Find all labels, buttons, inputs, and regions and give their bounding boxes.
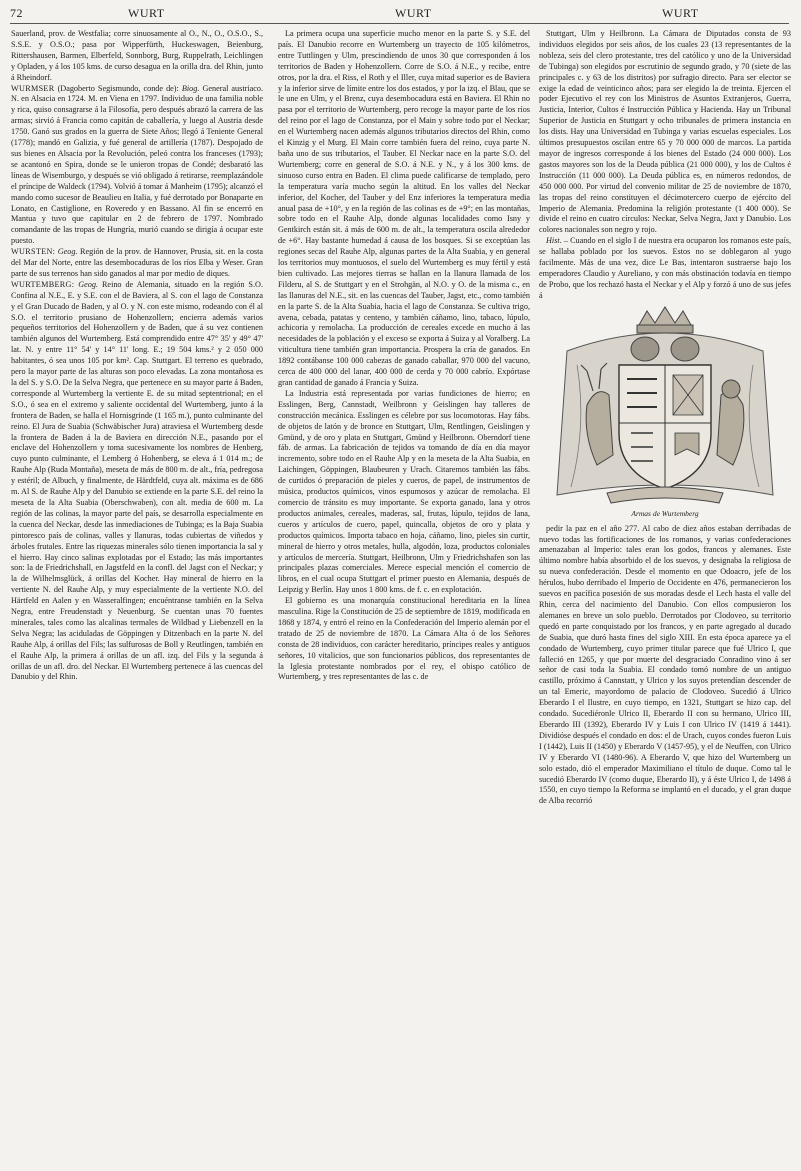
entry-headword: WURSTEN: [11,247,56,257]
page-number: 72 [10,6,23,20]
column-2 [278,29,530,1165]
running-head-left: WURT [128,6,165,20]
paragraph-hist [539,236,791,301]
entry-abbrev: Geog. [78,279,99,289]
entry-text: Región de la prov. de Hannover, Prusia, sit. en la costa del Mar del Norte, entre las desembocaduras de los ríos Elba y Weser. Gran parte de sus terrenos han sido ganados al mar por medio de diques. [11,247,263,278]
entry-wurmser [11,84,263,248]
page-header [10,2,789,24]
entry-abbrev: Hist. [546,236,562,246]
coat-of-arms-illustration [547,305,783,511]
figure-caption: Armas de Wurtemberg [631,508,699,518]
entry-headword: WURTEMBERG: [11,279,75,289]
entry-abbrev: Biog. [181,83,200,93]
entry-name: (Dagoberto Segismundo, conde de): [57,83,179,93]
entry-wurtemberg [11,280,263,684]
entry-abbrev: Geog. [57,247,78,257]
running-head-center: WURT [395,6,432,20]
running-head-right: WURT [662,6,699,20]
paragraph-text: – Cuando en el siglo I de nuestra era ocuparon los romanos este país, se hallaba poblado por los suevos. Estos no se doblegaron al yugo facilmente. Más de una vez, dice Le Bas, intentaron sustraerse bajo los emperadores Claudio y Aureliano, y con más obstinación todavía en tiempo de Probo, que los rechazó hasta el Neckar y el Alp y forzó á uno de sus jefes á [539,236,791,300]
coat-of-arms-figure [539,305,791,519]
paragraph: La primera ocupa una superficie mucho menor en la parte S. y S.E. del país. El Danubio recorre en Wurtemberg un trayecto de 105 kilómetros, entre Tuttlingen y Ulm, prescindiendo de unos 30 que corresponden á los territorios de Baden y Hohenzollern. Corre de S.O. á N.E., y recibe, entre otros, por la dra. el Riss, el Roth y el Iller, cuya mitad superior es de Baviera y la inferior sirve de límite entre los dos estados, y por la izq. el Blau, que se le une en Ulm, y el Brenz, cuya desembocadura está en Baviera. El Rhin no pasa por el territorio de Wurtemberg, pero recoge la mayor parte de los ríos del reino por el lago de Constanza, por el Main y sobre todo por el Neckar; en el Wurtemberg nacen además algunos tributarios directos del Rhin, como el Kinzig y el Murg. El Main corre también fuera del reino, cuya parte N. baña uno de sus tributarios, el Tauber. El Neckar nace en la parte S.O. del Wurtemberg; corre en general de S.O. á N.E. y N., y á los 300 kms. de sinuoso curso entra en Baden. El clima puede calificarse de templado, pero la temperatura varía mucho según la altitud. En los valles del Neckar inferior, del Kocher, del Tauber y del Enz inferiores la temperatura media anual pasa de +10°, y en la región de las colinas es de +9°; en las montañas, sobre todo en el Rauhe Alp, donde algunas localidades como Isny y Gentkirch están sit. á más de 600 m. de alt., la temperatura oscila alrededor de +6°. Hay bastante humedad á causa de los bosques. Si se exceptúan las regiones secas del Rauhe Alp, algunas partes de la Alta Suabia, y en general los territorios muy montuosos, el suelo del Wurtemberg es muy fértil y está bien cultivado. Las mejores tierras se hallan en la llanura llamada de los Filderu, al S. de Stuttgart y en el Strohgän, al N.O. y O. de la misma c., en las llanuras del N.E., sit. en las cuencas del Tauber, Jagst, etc., como también en la parte S. de la Alta Suabia, hacia el lago de Constanza. Se cultiva trigo, avena, cebada, patatas y centeno, y también cáñamo, lino, tabaco, lúpulo, achicoria y remolacha. La producción de cereales excede en mucho á las necesidades de la población y el exceso se exporta á Suiza y al Voralberg. La viticultura tiene también gran importancia. Prospera la cría de ganados. En 1892 contábanse 100 000 cabezas de ganado caballar, 970 000 del vacuno, cerca de 400 000 del lanar, 400 000 de cerda y 70 000 cabrío. Expórtase gran cantidad de ganado á Francia y Suiza. [278,29,530,387]
column-1 [11,29,263,1165]
entry-text: General austriaco. N. en Alsacia en 1724. M. en Viena en 1797. Individuo de una familia noble y rica, quiso consagrarse á la Filosofía, pero después abrazó la carrera de las armas; sirvió á Francia como capitán de caballería, y luego al Austria desde 1750. Ganó sus grados en la guerra de Siete Años; llegó á Teniente General (1778); mandó en Galizia, y fué general de artillería (1787). Despojado de sus bienes en Alsacia por la Revolución, peleó contra los franceses (1793); se acantonó en Spira, donde se le unieron tropas de Condé; desbarató las líneas de Wisemburgo, y después se vió obligado á retirarse, reemplazándole el príncipe de Waldeck (1794). Volvió á tomar á Manheim (1795); alcanzó el mando como sucesor de Beaulieu en Italia, y fué derrotado por Bonaparte en Lonato, en Castiglione, en Roveredo y en Bassano. Al fin se encerró en Mantua y tuvo que capitular en 2 de febrero de 1797. Nombrado comandante de las tropas de Hungría, murió cuando se dirigía á ocupar este puesto. [11,83,263,246]
paragraph: La Industria está representada por varias fundiciones de hierro; en Esslingen, Berg, Cannstadt, Weilbronn y Geislingen hay talleres de construcción mecánica. Esslingen es célebre por sus locomotoras. Hay fábs. de objetos de latón y de bronce en Stuttgart, Ulm, Rentlingen, Geislingen y Gmünd, y de oro y plata en Stuttgart, Gmünd y Heilbronn. Oberndorf tiene fáb. de armas. La fabricación de tejidos va tomando de día en día mayor incremento, sobre todo en el Rauhe Alp y en la meseta de la Alta Suabia, en Laichingen, Göppingen, Blaubeuren y Urach. Citaremos también las fábs. de curtidos ó preparación de pieles y cueros, de papel, de instrumentos de música, productos químicos, vinos espumosos y azúcar de remolacha. El comercio de tránsito es muy importante. Se exporta ganado, lana y otros productos animales, cereales, maderas, sal, frutas, lúpulo, tejidos de lana, cueros y artículos de cuero, papel, quincalla, objetos de oro y plata y productos químicos. Importa tabaco en hoja, cáñamo, lino, pieles sin curtir, mineral de hierro y otros metales, hulla, algodón, loza, productos coloniales y artículos de mercería. Stuttgart, Heilbronn, Ulm y Friedrichshafen son las principales plazas comerciales. Merece especial mención el comercio de libros, en el cual ocupa Stuttgart el primer puesto en Alemania, después de Leipzig y Berlín. Hay unos 1 800 kms. de f. c. en explotación. [278,388,530,595]
column-3 [539,29,791,1165]
paragraph: El gobierno es una monarquía constitucional hereditaria en la línea masculina. Rige la Constitución de 25 de septiembre de 1819, modificada en 1868 y 1874, y entró el reino en la Confederación del Imperio alemán por el tratado de 25 de noviembre de 1870. La Cámara Alta ó de los Señores consta de 28 individuos, con carácter hereditario, príncipes reales y antiguos señores, 10 vitalicios, que son funcionarios públicos, dos representantes de la Iglesia protestante nombrados por el rey, el obispo católico de Wurtemberg, y tres representantes de las c. de [278,596,530,682]
entry-wursten [11,247,263,280]
paragraph: pedir la paz en el año 277. Al cabo de diez años estaban derribadas de nuevo todas las fortificaciones de los romanos, y varias confederaciones amenazaban al Imperio: tales eran los godos, francos y alemanes. Este último nombre había absorbido el de los suevos, y designaba la religiosa de su nueva confederación. Desde el momento en que Odoacro, jefe de los hérulos, hubo derribado el Imperio de Occidente en 476, permanecieron los suevos en pacífica posesión de sus moradas desde el Lech hasta el valle del Rhin, cerca del nacimiento del Danubio. Con ellos compusieron los alemanes en breve un solo pueblo. Derrotados por Clodoveo, su territorio quedó en parte conquistado por los francos, y en parte agregado al ducado de Suabia, que duró hasta fines del siglo XIII. En esta época aparece ya el condado de Wurtemberg, cuyo primer titular parece que fué Ulrico I, que falleció en 1265, y que por muerte del desgraciado Conradino vino á ser señor de casi toda la Suabia. El condado tomó nombre de un antiguo castillo, próximo á Cannstatt, y Ulrico y los suyos pretendían descender de un tal Emeric, mayordomo de palacio de Clodoveo. Sucedió á Ulrico Eberardo I el Ilustre, en cuyo tiempo, en 1321, Stuttgart se hizo cap. del condado. Sucediéronle Ulrico II, Eberardo II con su hermano, Ulrico III, Eberardo III (1392), Eberardo IV y Luis I con Ulrico IV (1419 á 1441). Dividióse después el condado en dos: el de Urach, cuyos condes fueron Luis I (1442), Luis II (1450) y Eberardo V (1457-95), y el de Neuffen, con Ulrico IV y Eberardo VI (1480-96). A Eberardo V, que hizo del Wurtemberg un solo estado, dió el emperador Maximiliano el título de duque. Como tal le sucedió Eberardo IV (como duque, Eberardo II), y á éste Ulrico I, de 1498 á 1550, en cuyo tiempo la Reforma se implantó en el ducado, y el gran duque de Alba recorrió [539,523,791,806]
entry-text: Reino de Alemania, situado en la región S.O. Confina al N.E., E. y S.E. con el de Baviera, al S. con el lago de Constanza y el Gran Ducado de Baden, y al O. y N. con este mismo, rodeando con él al S.O. el territorio prusiano de Hohenzollern; encierra además varios pequeños territorios del Hohenzollern y de Baden, que á su vez contienen también algunos del Wurtemberg. Está comprendido entre 47° 35' y 49° 47' lat. N. y entre 11° 54' y 14° 11' long. E.; 19 504 kms.² y 2 050 000 habitantes, ó sea unos 105 por km². Cap. Stuttgart. El terreno es quebrado, pero la mayor parte de las alturas son poco elevadas. La zona montañosa es la del S. y S.O. De la Selva Negra, que pertenece en su mayor parte á Baden, corresponde al Wurtemberg la vertiente E. de su mitad septentrional; en el S.O., ó sea en el extremo y saliente occidental del Wurtemberg, junto á la frontera de Baden, se halla el Hornisgrinde (1 165 m.), punto culminante del reino. El Jura de Suabia (Schwäbischer Jura) atraviesa el Wurtemberg desde la frontera de Baden á la de Baviera en dirección N.E., pasando por el enclave del Hohenzollern y toma sucesivamente los nombres de Henberg, cuyo punto culminante, el Lemberg ó Hohenberg, se eleva á 1 014 m.; de Rauhe Alp (Ruda Montaña), meseta de más de 800 m. de alt., fría, pedregosa y estéril; de Albuch, y finalmente, de Härdtfeld, cuya alt. máxima es de 686 m. Al S. de Rauhe Alp y del Danubio se extiende en la parte S.E. del reino la meseta de la Alta Suabia (Oberschwaben), con alt. media de 600 m. La región de las colinas, la mayor parte del país, se desarrolla especialmente en la cuenca del Neckar, desde las inmediaciones de Tubinga; es la Baja Suabia pintoresco país de colinas, valles y llanuras, todas cubiertas de viñedos y árboles frutales. Entre las riquezas minerales sólo tienen importancia la sal y el hierro. Hay cinco salinas explotadas por el Estado; las más importantes son: la de Friedrichshall, en Jagstfeld en la confl. del Jagst con el Neckar; y la de Wilhelmsglück, á orillas del Kocher. Hay mineral de hierro en la vertiente N. del Rauhe Alp, y muy especialmente de la vertiente N.O. del Härtfeld en Aalen y en Wasseralfingen; encuéntranse también en la Selva Negra, entre Freudenstadt y Neuenburg. Se cuentan unas 70 fuentes minerales, tales como las alcalinas termales de Wildbad y Liebenzell en la Selva Negra; las aciduladas de Göppingen y Ditzenbach en la parte N. del Rauhe Alp, á orillas del Fils; las sulfurosas de Boll y Reutlingen, también en el Rauhe Alp, la primera á orillas de un afl. izq. del Fils y la segunda á orillas de un afl. dro. del Neckar. El Wurtemberg pertenece á las cuencas del Danubio y del Rhin. [11,279,263,682]
crown-icon [637,307,693,333]
header-rule [10,23,789,24]
shield-icon [619,365,711,489]
entry-headword: WURMSER [11,83,55,93]
paragraph-text: Sauerland, prov. de Westfalia; corre sinuosamente al O., N., O., O.S.O., S., S.S.E. y O.S.O.; pasa por Wipperfürth, Huckeswagen, Beienburg, Rittershausen, Barmen, Elberfeld, Sonnborg, Burg, Ruppelrath, Leichlingen y Opladen, y á los 105 kms. de curso desagua en la orilla dra. del Rhin, junto á Rheindorf. [11,29,263,82]
paragraph: Stuttgart, Ulm y Heilbronn. La Cámara de Diputados consta de 93 individuos elegidos por seis años, de los cuales 23 (13 representantes de la nobleza, seis del clero protestante, tres del católico y uno de la Universidad de Tubinga) son elegidos por escrutinio de segundo grado, y 70 (siete de las principales c. y 63 de los distritos) por sufragio directo. Para ser elector se exige la edad de veinticinco años; para ser elegido la de treinta. Ejercen el poder Ejecutivo el rey con los Ministros de Asuntos Extranjeros, Guerra, Justicia, Interior, Cultos é Instrucción Pública y Hacienda. Hay un Tribunal Superior de Justicia en Stuttgart y ocho tribunales de primera instancia en los dists. Hay una Universidad en Tubinga y varias escuelas especiales. Los últimos presupuestos oscilan entre 65 y 70 000 000 de marcos. La partida mayor de ingresos corresponde á los bienes del Estado (24 000 000). Los gastos mayores son los de la Deuda pública (21 000 000), y los de Cultos é Instrucción (11 000 000). La Deuda pública es, en números redondos, de 450 000 000. Por virtud del convenio militar de 25 de noviembre de 1870, las tropas del reino constituyen el décimotercero cuerpo de ejército del Imperio de Alemania. Predomina la religión protestante (1 400 000). Se divide el reino en cuatro círculos: Neckar, Selva Negra, Jaxt y Danubio. Los colores nacionales son negro y rojo. [539,29,791,235]
paragraph [11,29,263,84]
